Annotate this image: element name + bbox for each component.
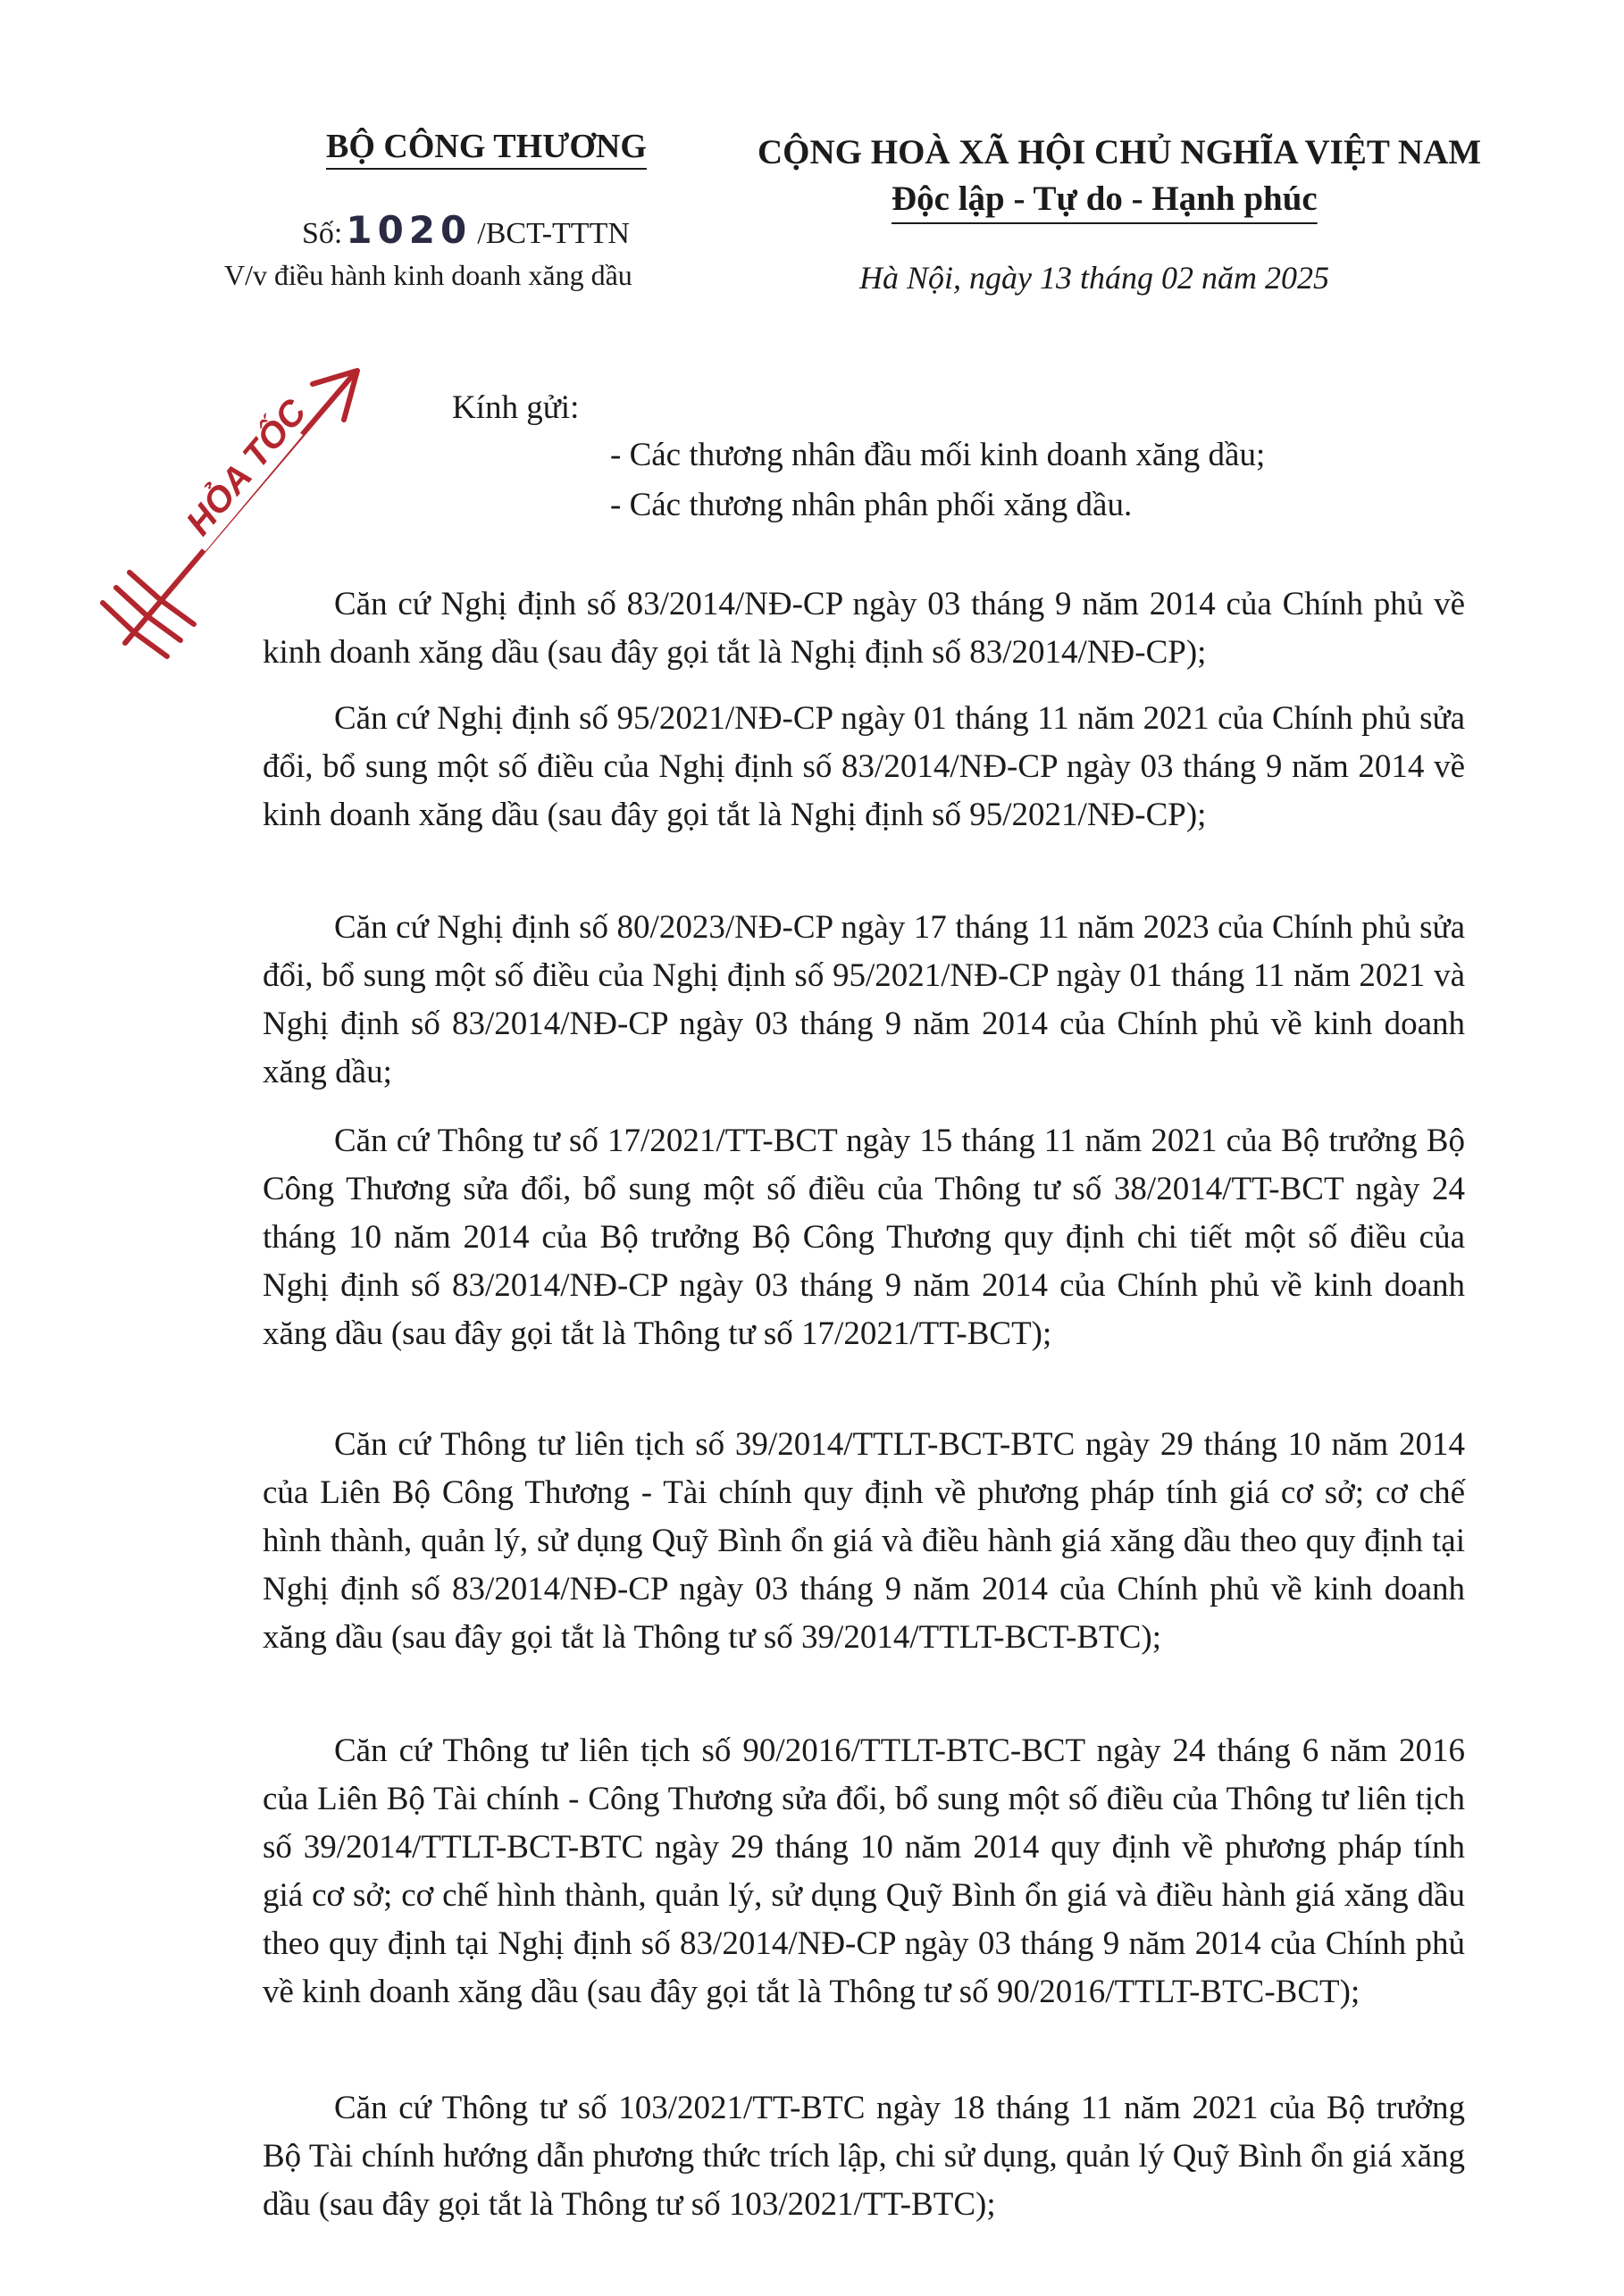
paragraph-text: Căn cứ Thông tư số 17/2021/TT-BCT ngày 15 tháng 11 năm 2021 của Bộ trưởng Bộ Công Thương sửa đổi, bổ sung một số điều của Thông tư số 38/2014/TT-BCT ngày 24 tháng 10 năm 2014 của Bộ trưởng Bộ Công Thương quy định chi tiết một số điều của Nghị định số 83/2014/NĐ-CP ngày 03 tháng 9 năm 2014 của Chính phủ về kinh doanh xăng dầu (sau đây gọi tắt là Thông tư số 17/2021/TT-BCT); (263, 1123, 1465, 1352)
paragraph-text: Căn cứ Nghị định số 95/2021/NĐ-CP ngày 01 tháng 11 năm 2021 của Chính phủ sửa đổi, bổ sung một số điều của Nghị định số 83/2014/NĐ-CP ngày 03 tháng 9 năm 2014 về kinh doanh xăng dầu (sau đây gọi tắt là Nghị định số 95/2021/NĐ-CP); (263, 700, 1465, 833)
legal-basis-paragraph (263, 1727, 1465, 2016)
document-subject: V/v điều hành kinh doanh xăng dầu (224, 259, 632, 291)
national-motto: Độc lập - Tự do - Hạnh phúc (892, 180, 1318, 218)
paragraph-text: Căn cứ Thông tư liên tịch số 39/2014/TTLT-BCT-BTC ngày 29 tháng 10 năm 2014 của Liên Bộ Công Thương - Tài chính quy định về phương pháp tính giá cơ sở; cơ chế hình thành, quản lý, sử dụng Quỹ Bình ổn giá và điều hành giá xăng dầu theo quy định tại Nghị định số 83/2014/NĐ-CP ngày 03 tháng 9 năm 2014 của Chính phủ về kinh doanh xăng dầu (sau đây gọi tắt là Thông tư số 39/2014/TTLT-BCT-BTC); (263, 1426, 1465, 1656)
legal-basis-paragraph (263, 2084, 1465, 2229)
date-line: Hà Nội, ngày 13 tháng 02 năm 2025 (859, 260, 1329, 296)
document-number-value: 1020 (346, 208, 473, 252)
salutation: Kính gửi: (452, 389, 580, 426)
stamp-text: HỎA TỐC (179, 392, 314, 543)
legal-basis-paragraph (263, 904, 1465, 1097)
ministry-name: BỘ CÔNG THƯƠNG (326, 128, 647, 165)
document-number (302, 208, 630, 252)
legal-basis-paragraph (263, 580, 1465, 677)
legal-basis-paragraph (263, 1117, 1465, 1358)
paragraph-text: Căn cứ Nghị định số 83/2014/NĐ-CP ngày 03 tháng 9 năm 2014 của Chính phủ về kinh doanh xăng dầu (sau đây gọi tắt là Nghị định số 83/2014/NĐ-CP); (263, 586, 1465, 671)
legal-basis-paragraph (263, 695, 1465, 839)
paragraph-text: Căn cứ Thông tư liên tịch số 90/2016/TTLT-BTC-BCT ngày 24 tháng 6 năm 2016 của Liên Bộ Tài chính - Công Thương sửa đổi, bổ sung một số điều của Thông tư liên tịch số 39/2014/TTLT-BCT-BTC ngày 29 tháng 10 năm 2014 quy định về phương pháp tính giá cơ sở; cơ chế hình thành, quản lý, sử dụng Quỹ Bình ổn giá và điều hành giá xăng dầu theo quy định tại Nghị định số 83/2014/NĐ-CP ngày 03 tháng 9 năm 2014 của Chính phủ về kinh doanh xăng dầu (sau đây gọi tắt là Thông tư số 90/2016/TTLT-BTC-BCT); (263, 1732, 1465, 2010)
recipient-item: - Các thương nhân đầu mối kinh doanh xăng dầu; (610, 437, 1266, 473)
recipient-item: - Các thương nhân phân phối xăng dầu. (610, 487, 1133, 523)
legal-basis-paragraph (263, 1421, 1465, 1662)
national-title: CỘNG HOÀ XÃ HỘI CHỦ NGHĨA VIỆT NAM (758, 133, 1482, 171)
stamp-arrow-fletching-icon (103, 572, 194, 656)
paragraph-text: Căn cứ Nghị định số 80/2023/NĐ-CP ngày 17 tháng 11 năm 2023 của Chính phủ sửa đổi, bổ sung một số điều của Nghị định số 95/2021/NĐ-CP ngày 01 tháng 11 năm 2021 và Nghị định số 83/2014/NĐ-CP ngày 03 tháng 9 năm 2014 của Chính phủ về kinh doanh xăng dầu; (263, 909, 1465, 1090)
document-number-prefix: Số: (302, 217, 343, 250)
paragraph-text: Căn cứ Thông tư số 103/2021/TT-BTC ngày 18 tháng 11 năm 2021 của Bộ trưởng Bộ Tài chính hướng dẫn phương thức trích lập, chi sử dụng, quản lý Quỹ Bình ổn giá xăng dầu (sau đây gọi tắt là Thông tư số 103/2021/TT-BTC); (263, 2090, 1465, 2223)
document-number-suffix: /BCT-TTTN (477, 217, 630, 250)
